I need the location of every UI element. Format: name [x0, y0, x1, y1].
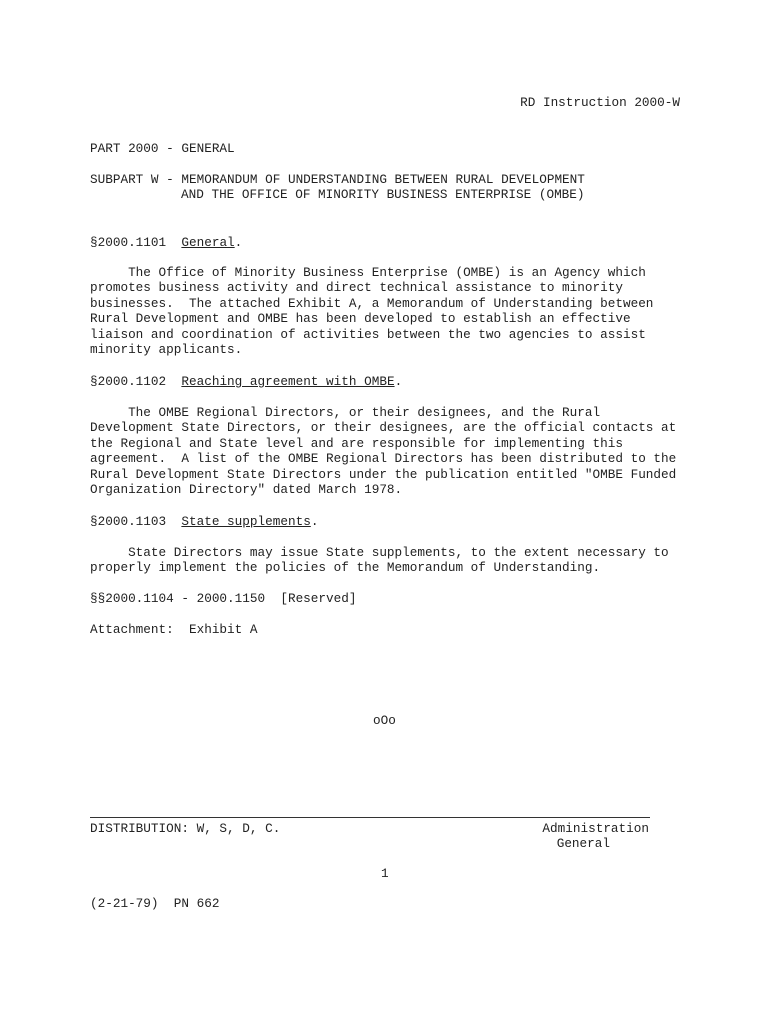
date-pn-line: (2-21-79) PN 662 — [90, 896, 220, 911]
section-heading-1103: §2000.1103 State supplements. — [90, 514, 319, 529]
footer-divider — [90, 817, 650, 818]
section-number: §2000.1103 — [90, 514, 167, 529]
section-heading-1101: §2000.1101 General. — [90, 235, 243, 250]
category-line2: General — [556, 836, 610, 851]
section-body-1101: The Office of Minority Business Enterprise (OMBE) is an Agency which promotes business activity and direct technical assistance to minority businesses. The attached Exhibit A, a Memorandum of Understanding between Rural Development and OMBE has been developed to establish an effective liaison and coordination of activities between the two agencies to assist minority applicants. — [90, 265, 654, 358]
attachment-line: Attachment: Exhibit A — [90, 622, 258, 637]
page-number: 1 — [381, 866, 389, 881]
section-number: §2000.1102 — [90, 374, 167, 389]
subpart-title-line1: SUBPART W - MEMORANDUM OF UNDERSTANDING BETWEEN RURAL DEVELOPMENT — [90, 172, 585, 187]
section-title: Reaching agreement with OMBE — [181, 374, 395, 389]
subpart-title-line2: AND THE OFFICE OF MINORITY BUSINESS ENTERPRISE (OMBE) — [181, 187, 585, 202]
instruction-header: RD Instruction 2000-W — [520, 95, 680, 110]
category-line1: Administration — [542, 821, 649, 836]
distribution-line: DISTRIBUTION: W, S, D, C. — [90, 821, 281, 836]
section-body-1103: State Directors may issue State supplements, to the extent necessary to properly implement the policies of the Memorandum of Understanding. — [90, 545, 669, 576]
section-title: General — [181, 235, 235, 250]
reserved-sections: §§2000.1104 - 2000.1150 [Reserved] — [90, 591, 357, 606]
section-title: State supplements — [181, 514, 311, 529]
section-number: §2000.1101 — [90, 235, 167, 250]
section-heading-1102: §2000.1102 Reaching agreement with OMBE. — [90, 374, 403, 389]
end-mark: oOo — [373, 713, 396, 728]
part-title: PART 2000 - GENERAL — [90, 141, 235, 156]
section-body-1102: The OMBE Regional Directors, or their designees, and the Rural Development State Directors, or their designees, are the official contacts at the Regional and State level and are responsible for implementing this agreement. A list of the OMBE Regional Directors has been distributed to the Rural Development State Directors under the publication entitled "OMBE Funded Organization Directory" dated March 1978. — [90, 405, 677, 498]
